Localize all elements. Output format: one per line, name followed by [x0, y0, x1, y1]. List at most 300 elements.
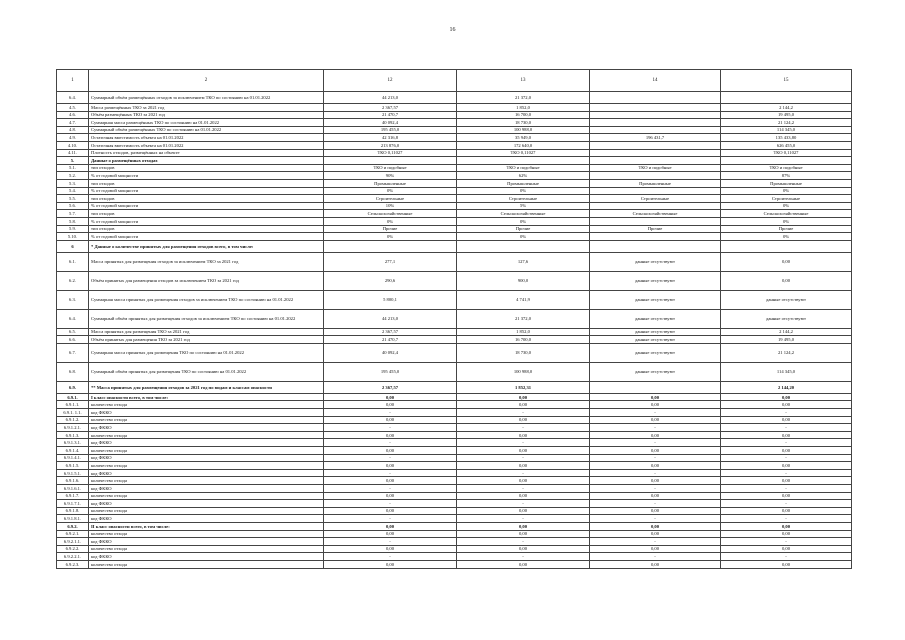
value-col-14-cell: Сельскохозяйственные — [590, 210, 721, 218]
value-col-15-cell: 0,00 — [721, 477, 852, 485]
value-col-14-cell: - — [590, 515, 721, 523]
value-col-15-cell: 0% — [721, 233, 852, 241]
table-row — [57, 553, 852, 561]
value-col-15-cell: 0,00 — [721, 507, 852, 515]
value-col-13-cell: 16 700,0 — [457, 111, 590, 119]
value-col-13-cell: - — [457, 553, 590, 561]
value-col-14-cell: 196 431,7 — [590, 134, 721, 142]
value-col-13-cell: - — [457, 424, 590, 432]
value-col-15-cell: 135 433,80 — [721, 134, 852, 142]
table-row — [57, 172, 852, 180]
table-row — [57, 401, 852, 409]
value-col-15-cell: 0,00 — [721, 530, 852, 538]
row-number-cell: 6.9.2. — [57, 522, 89, 530]
value-col-13-cell: 18 730,0 — [457, 119, 590, 127]
value-col-15-cell: 19 495,0 — [721, 336, 852, 344]
value-col-14-cell: - — [590, 469, 721, 477]
row-number-cell: 6.9.1.4.1. — [57, 454, 89, 462]
row-label-cell: тип отходов — [89, 210, 324, 218]
value-col-12-cell: 90% — [324, 172, 457, 180]
value-col-12-cell: 213 876,0 — [324, 141, 457, 149]
row-number-cell: 6.9.1. 1.1. — [57, 409, 89, 417]
value-col-12-cell: 0% — [324, 217, 457, 225]
value-col-13-cell: - — [457, 409, 590, 417]
value-col-14-cell — [590, 172, 721, 180]
row-label-cell: тип отходов — [89, 179, 324, 187]
row-number-cell: 6.9.1. — [57, 393, 89, 401]
value-col-12-cell: 21 470,7 — [324, 111, 457, 119]
value-col-13-cell: - — [457, 500, 590, 508]
row-number-cell: 5.6. — [57, 202, 89, 210]
value-col-15-cell: - — [721, 515, 852, 523]
value-col-14-cell: - — [590, 553, 721, 561]
value-col-15-cell: 0,00 — [721, 431, 852, 439]
value-col-15-cell: - — [721, 500, 852, 508]
value-col-15-cell: 0,00 — [721, 393, 852, 401]
value-col-13-cell: 0,00 — [457, 401, 590, 409]
value-col-15-cell: 0% — [721, 217, 852, 225]
table-row — [57, 560, 852, 568]
row-number-cell: 6 — [57, 240, 89, 252]
waste-data-table — [56, 69, 852, 569]
table-row — [57, 477, 852, 485]
table-row — [57, 362, 852, 381]
value-col-14-cell — [590, 157, 721, 165]
value-col-15-cell: 21 124,2 — [721, 343, 852, 362]
row-label-cell: количество отхода — [89, 431, 324, 439]
table-row — [57, 290, 852, 309]
value-col-12-cell: - — [324, 454, 457, 462]
table-row — [57, 252, 852, 271]
value-col-14-cell: 0,00 — [590, 530, 721, 538]
value-col-12-cell: 0% — [324, 233, 457, 241]
row-number-cell: 4.7. — [57, 119, 89, 127]
value-col-12-cell: Прочие — [324, 225, 457, 233]
value-col-14-cell: - — [590, 538, 721, 546]
table-row — [57, 187, 852, 195]
value-col-14-cell — [590, 126, 721, 134]
value-col-14-cell — [590, 119, 721, 127]
value-col-12-cell: - — [324, 515, 457, 523]
value-col-12-cell: 2 367,57 — [324, 381, 457, 393]
table-row — [57, 454, 852, 462]
table-row — [57, 119, 852, 127]
value-col-13-cell — [457, 157, 590, 165]
row-number-cell: 6.1. — [57, 252, 89, 271]
row-number-cell: 6.9.1.8. — [57, 507, 89, 515]
table-row — [57, 500, 852, 508]
value-col-12-cell: 40 092,4 — [324, 119, 457, 127]
row-label-cell: % от годовой мощности — [89, 172, 324, 180]
value-col-15-cell: данные отсутствуют — [721, 290, 852, 309]
value-col-13-cell: 0% — [457, 217, 590, 225]
header-col-15: 15 — [721, 70, 852, 92]
value-col-13-cell: 18 730,0 — [457, 343, 590, 362]
value-col-15-cell: 2 144,2 — [721, 104, 852, 112]
value-col-12-cell: 44 213,0 — [324, 92, 457, 104]
table-row — [57, 233, 852, 241]
value-col-13-cell: 0,00 — [457, 545, 590, 553]
row-label-cell: ** Масса принятых для размещения отходов за 2021 год по видам и классам опасности — [89, 381, 324, 393]
value-col-13-cell: - — [457, 515, 590, 523]
value-col-12-cell: 10% — [324, 202, 457, 210]
value-col-13-cell: Сельскохозяйственные — [457, 210, 590, 218]
value-col-12-cell: 2 367,57 — [324, 328, 457, 336]
row-number-cell: 6.9.1.8.1. — [57, 515, 89, 523]
row-label-cell: % от годовой мощности — [89, 217, 324, 225]
value-col-12-cell — [324, 240, 457, 252]
row-label-cell: Объём размещённых ТКО за 2021 год — [89, 111, 324, 119]
value-col-15-cell: Сельскохозяйственные — [721, 210, 852, 218]
value-col-12-cell: 0,00 — [324, 560, 457, 568]
value-col-13-cell: 1 852,0 — [457, 328, 590, 336]
row-label-cell: I класс опасности всего, в том числе: — [89, 393, 324, 401]
waste-data-table-wrapper — [56, 69, 851, 569]
value-col-13-cell: Прочие — [457, 225, 590, 233]
value-col-15-cell: 2 144,20 — [721, 381, 852, 393]
row-number-cell: 6.9.2.1. — [57, 530, 89, 538]
row-label-cell: % от годовой мощности — [89, 202, 324, 210]
value-col-12-cell: ТКО 0,11027 — [324, 149, 457, 157]
value-col-12-cell: 40 092,4 — [324, 343, 457, 362]
table-row — [57, 104, 852, 112]
value-col-15-cell: - — [721, 424, 852, 432]
row-number-cell: 6.9.2.2.1. — [57, 553, 89, 561]
value-col-12-cell — [324, 157, 457, 165]
row-number-cell: 5.4. — [57, 187, 89, 195]
value-col-12-cell: Промышленные — [324, 179, 457, 187]
value-col-12-cell: 0,00 — [324, 522, 457, 530]
row-label-cell: количество отхода — [89, 447, 324, 455]
value-col-12-cell: 195 455,0 — [324, 362, 457, 381]
value-col-14-cell: - — [590, 409, 721, 417]
value-col-12-cell: - — [324, 538, 457, 546]
row-number-cell: 6.9. — [57, 381, 89, 393]
row-number-cell: 6.9.1.5. — [57, 462, 89, 470]
row-label-cell: код ФККО — [89, 553, 324, 561]
table-row — [57, 431, 852, 439]
table-row — [57, 515, 852, 523]
row-label-cell: Масса принятых для размещения ТКО за 2021 год — [89, 328, 324, 336]
table-row — [57, 381, 852, 393]
value-col-13-cell: 0,00 — [457, 522, 590, 530]
table-row — [57, 202, 852, 210]
value-col-15-cell: - — [721, 485, 852, 493]
row-number-cell: 5.2. — [57, 172, 89, 180]
value-col-12-cell: 0,00 — [324, 393, 457, 401]
value-col-12-cell: 277,1 — [324, 252, 457, 271]
value-col-13-cell: ТКО 0,11027 — [457, 149, 590, 157]
row-label-cell: Остаточная вместимость объекта на 01.01.2022 — [89, 134, 324, 142]
value-col-14-cell: - — [590, 424, 721, 432]
row-label-cell: количество отхода — [89, 545, 324, 553]
row-number-cell: 6.9.1.6.1. — [57, 485, 89, 493]
value-col-14-cell: Строительные — [590, 195, 721, 203]
table-row — [57, 522, 852, 530]
value-col-13-cell: 5% — [457, 202, 590, 210]
row-label-cell: % от годовой мощности — [89, 233, 324, 241]
table-row — [57, 530, 852, 538]
table-row — [57, 336, 852, 344]
value-col-14-cell: данные отсутствуют — [590, 343, 721, 362]
value-col-12-cell: 0,00 — [324, 416, 457, 424]
value-col-14-cell: ТКО и подобные — [590, 164, 721, 172]
value-col-15-cell: Промышленные — [721, 179, 852, 187]
row-number-cell: 4.6. — [57, 111, 89, 119]
row-label-cell: Суммарный объём размещённых ТКО по состоянию на 01.01.2022 — [89, 126, 324, 134]
value-col-13-cell: - — [457, 485, 590, 493]
row-label-cell: Суммарная масса принятых для размещения ТКО по состоянию на 01.01.2022 — [89, 343, 324, 362]
value-col-15-cell: - — [721, 538, 852, 546]
row-number-cell: 6.9.1.1. — [57, 401, 89, 409]
value-col-13-cell: 21 372,0 — [457, 309, 590, 328]
table-row — [57, 157, 852, 165]
table-row — [57, 195, 852, 203]
table-row — [57, 409, 852, 417]
value-col-15-cell: 0,00 — [721, 401, 852, 409]
value-col-13-cell: 0,00 — [457, 507, 590, 515]
row-number-cell: 6.9.1.3. — [57, 431, 89, 439]
value-col-12-cell: 0,00 — [324, 401, 457, 409]
value-col-12-cell: 0,00 — [324, 545, 457, 553]
value-col-14-cell — [590, 217, 721, 225]
value-col-15-cell: 0,00 — [721, 271, 852, 290]
value-col-14-cell: данные отсутствуют — [590, 309, 721, 328]
value-col-13-cell: - — [457, 538, 590, 546]
value-col-15-cell: 626 455,0 — [721, 141, 852, 149]
value-col-12-cell: 0,00 — [324, 447, 457, 455]
value-col-14-cell: данные отсутствуют — [590, 336, 721, 344]
table-row — [57, 111, 852, 119]
table-row — [57, 92, 852, 104]
value-col-14-cell: - — [590, 439, 721, 447]
value-col-13-cell: 1 852,31 — [457, 381, 590, 393]
value-col-13-cell: 0,00 — [457, 492, 590, 500]
value-col-14-cell: Прочие — [590, 225, 721, 233]
value-col-15-cell: 0,00 — [721, 462, 852, 470]
value-col-12-cell: - — [324, 409, 457, 417]
row-label-cell: код ФККО — [89, 515, 324, 523]
table-row — [57, 141, 852, 149]
row-label-cell: количество отхода — [89, 462, 324, 470]
row-label-cell: код ФККО — [89, 485, 324, 493]
value-col-12-cell: - — [324, 553, 457, 561]
row-label-cell: Суммарный объём принятых для размещения отходов за исключением ТКО по состоянию на 01.01.2022 — [89, 309, 324, 328]
value-col-15-cell: 87% — [721, 172, 852, 180]
value-col-15-cell: ТКО и подобные — [721, 164, 852, 172]
row-label-cell: Остаточная вместимость объекта на 01.01.2022 — [89, 141, 324, 149]
value-col-12-cell: 0,00 — [324, 431, 457, 439]
value-col-13-cell: 172 640,0 — [457, 141, 590, 149]
value-col-15-cell: 114 345,0 — [721, 126, 852, 134]
value-col-12-cell: 0,00 — [324, 477, 457, 485]
row-label-cell: * Данные о количестве принятых для размещения отходов всего, в том числе: — [89, 240, 324, 252]
row-label-cell: код ФККО — [89, 424, 324, 432]
row-label-cell: код ФККО — [89, 454, 324, 462]
row-label-cell: Объём принятых для размещения ТКО за 2021 год — [89, 336, 324, 344]
value-col-13-cell: 100 988,0 — [457, 362, 590, 381]
row-number-cell: 6.2. — [57, 271, 89, 290]
row-number-cell: 6.9.1.7.1. — [57, 500, 89, 508]
value-col-14-cell: 0,00 — [590, 462, 721, 470]
row-label-cell: код ФККО — [89, 469, 324, 477]
value-col-14-cell: данные отсутствуют — [590, 328, 721, 336]
value-col-13-cell: 0,00 — [457, 393, 590, 401]
value-col-12-cell: 44 213,0 — [324, 309, 457, 328]
value-col-13-cell: - — [457, 469, 590, 477]
value-col-14-cell: - — [590, 485, 721, 493]
table-row — [57, 126, 852, 134]
row-number-cell: 6.4. — [57, 92, 89, 104]
value-col-14-cell — [590, 149, 721, 157]
value-col-15-cell: 2 144,2 — [721, 328, 852, 336]
value-col-14-cell — [590, 111, 721, 119]
table-row — [57, 439, 852, 447]
row-number-cell: 5.9. — [57, 225, 89, 233]
header-col-12: 12 — [324, 70, 457, 92]
value-col-12-cell: - — [324, 469, 457, 477]
row-number-cell: 6.3. — [57, 290, 89, 309]
value-col-14-cell — [590, 233, 721, 241]
row-number-cell: 5.1. — [57, 164, 89, 172]
value-col-13-cell: 0% — [457, 233, 590, 241]
value-col-12-cell: 0% — [324, 187, 457, 195]
value-col-14-cell: 0,00 — [590, 393, 721, 401]
value-col-13-cell: - — [457, 439, 590, 447]
value-col-13-cell: 0,00 — [457, 530, 590, 538]
table-row — [57, 485, 852, 493]
value-col-14-cell — [590, 104, 721, 112]
value-col-12-cell: 0,00 — [324, 492, 457, 500]
row-number-cell: 6.9.2.3. — [57, 560, 89, 568]
value-col-13-cell: 127,6 — [457, 252, 590, 271]
value-col-14-cell: данные отсутствуют — [590, 252, 721, 271]
row-number-cell: 4.5. — [57, 104, 89, 112]
table-row — [57, 469, 852, 477]
row-number-cell: 6.7. — [57, 343, 89, 362]
table-row — [57, 271, 852, 290]
row-label-cell: количество отхода — [89, 416, 324, 424]
value-col-14-cell: 0,00 — [590, 522, 721, 530]
value-col-13-cell: Строительные — [457, 195, 590, 203]
value-col-15-cell: 0% — [721, 202, 852, 210]
row-label-cell: Суммарная масса принятых для размещения отходов за исключением ТКО по состоянию на 01.01.2022 — [89, 290, 324, 309]
table-row — [57, 343, 852, 362]
row-label-cell: Суммарный объём принятых для размещения ТКО по состоянию на 01.01.2022 — [89, 362, 324, 381]
value-col-15-cell: 0,00 — [721, 545, 852, 553]
row-number-cell: 6.9.1.4. — [57, 447, 89, 455]
value-col-13-cell: 900,0 — [457, 271, 590, 290]
value-col-12-cell: - — [324, 424, 457, 432]
value-col-13-cell: 0% — [457, 187, 590, 195]
row-label-cell: код ФККО — [89, 500, 324, 508]
value-col-12-cell: 290,6 — [324, 271, 457, 290]
value-col-13-cell: 21 372,0 — [457, 92, 590, 104]
row-label-cell: Масса принятых для размещения отходов за исключением ТКО за 2021 год — [89, 252, 324, 271]
table-row — [57, 210, 852, 218]
value-col-15-cell: 19 495,0 — [721, 111, 852, 119]
value-col-13-cell: 0,00 — [457, 447, 590, 455]
value-col-15-cell: - — [721, 439, 852, 447]
row-number-cell: 5.7. — [57, 210, 89, 218]
row-label-cell: количество отхода — [89, 560, 324, 568]
value-col-15-cell: ТКО 0,11027 — [721, 149, 852, 157]
table-row — [57, 545, 852, 553]
value-col-15-cell: 0,00 — [721, 492, 852, 500]
value-col-12-cell: 21 470,7 — [324, 336, 457, 344]
value-col-13-cell: 4 741,9 — [457, 290, 590, 309]
value-col-14-cell — [590, 240, 721, 252]
row-number-cell: 6.9.1.2.1. — [57, 424, 89, 432]
row-number-cell: 5.8. — [57, 217, 89, 225]
value-col-13-cell: 0,00 — [457, 477, 590, 485]
value-col-14-cell: 0,00 — [590, 477, 721, 485]
value-col-13-cell: 0,00 — [457, 416, 590, 424]
value-col-14-cell: 0,00 — [590, 431, 721, 439]
value-col-13-cell — [457, 240, 590, 252]
value-col-15-cell: 114 345,0 — [721, 362, 852, 381]
table-row — [57, 328, 852, 336]
row-number-cell: 6.8. — [57, 362, 89, 381]
row-number-cell: 5. — [57, 157, 89, 165]
row-number-cell: 4.11. — [57, 149, 89, 157]
value-col-14-cell: 0,00 — [590, 560, 721, 568]
value-col-13-cell: Промышленные — [457, 179, 590, 187]
value-col-14-cell: 0,00 — [590, 507, 721, 515]
value-col-14-cell: - — [590, 500, 721, 508]
header-col-2: 2 — [89, 70, 324, 92]
page-number: 16 — [449, 27, 456, 33]
value-col-14-cell: - — [590, 454, 721, 462]
table-row — [57, 462, 852, 470]
value-col-14-cell — [590, 141, 721, 149]
table-header-row — [57, 70, 852, 92]
value-col-12-cell: 195 455,0 — [324, 126, 457, 134]
row-number-cell: 6.9.1.7. — [57, 492, 89, 500]
table-row — [57, 393, 852, 401]
value-col-14-cell: 0,00 — [590, 492, 721, 500]
value-col-12-cell: 5 800,1 — [324, 290, 457, 309]
value-col-14-cell: 0,00 — [590, 416, 721, 424]
row-label-cell: тип отходов — [89, 164, 324, 172]
table-body — [57, 70, 852, 569]
value-col-14-cell — [590, 202, 721, 210]
value-col-15-cell: - — [721, 553, 852, 561]
table-row — [57, 507, 852, 515]
table-row — [57, 217, 852, 225]
value-col-14-cell: 0,00 — [590, 401, 721, 409]
row-label-cell: Суммарная масса размещённых ТКО по состоянию на 01.01.2022 — [89, 119, 324, 127]
value-col-14-cell: Промышленные — [590, 179, 721, 187]
row-number-cell: 5.5. — [57, 195, 89, 203]
table-row — [57, 134, 852, 142]
value-col-14-cell: 0,00 — [590, 447, 721, 455]
value-col-13-cell: 16 700,0 — [457, 336, 590, 344]
value-col-13-cell: - — [457, 454, 590, 462]
value-col-12-cell: ТКО и подобные — [324, 164, 457, 172]
value-col-15-cell: 0,00 — [721, 522, 852, 530]
row-label-cell: количество отхода — [89, 477, 324, 485]
row-label-cell: Данные о размещённых отходах — [89, 157, 324, 165]
table-row — [57, 240, 852, 252]
table-row — [57, 309, 852, 328]
row-label-cell: Плотность отходов, размещённых на объекте — [89, 149, 324, 157]
value-col-14-cell: данные отсутствуют — [590, 290, 721, 309]
row-number-cell: 4.10. — [57, 141, 89, 149]
table-row — [57, 447, 852, 455]
row-label-cell: II класс опасности всего, в том числе: — [89, 522, 324, 530]
value-col-13-cell: 1 852,0 — [457, 104, 590, 112]
